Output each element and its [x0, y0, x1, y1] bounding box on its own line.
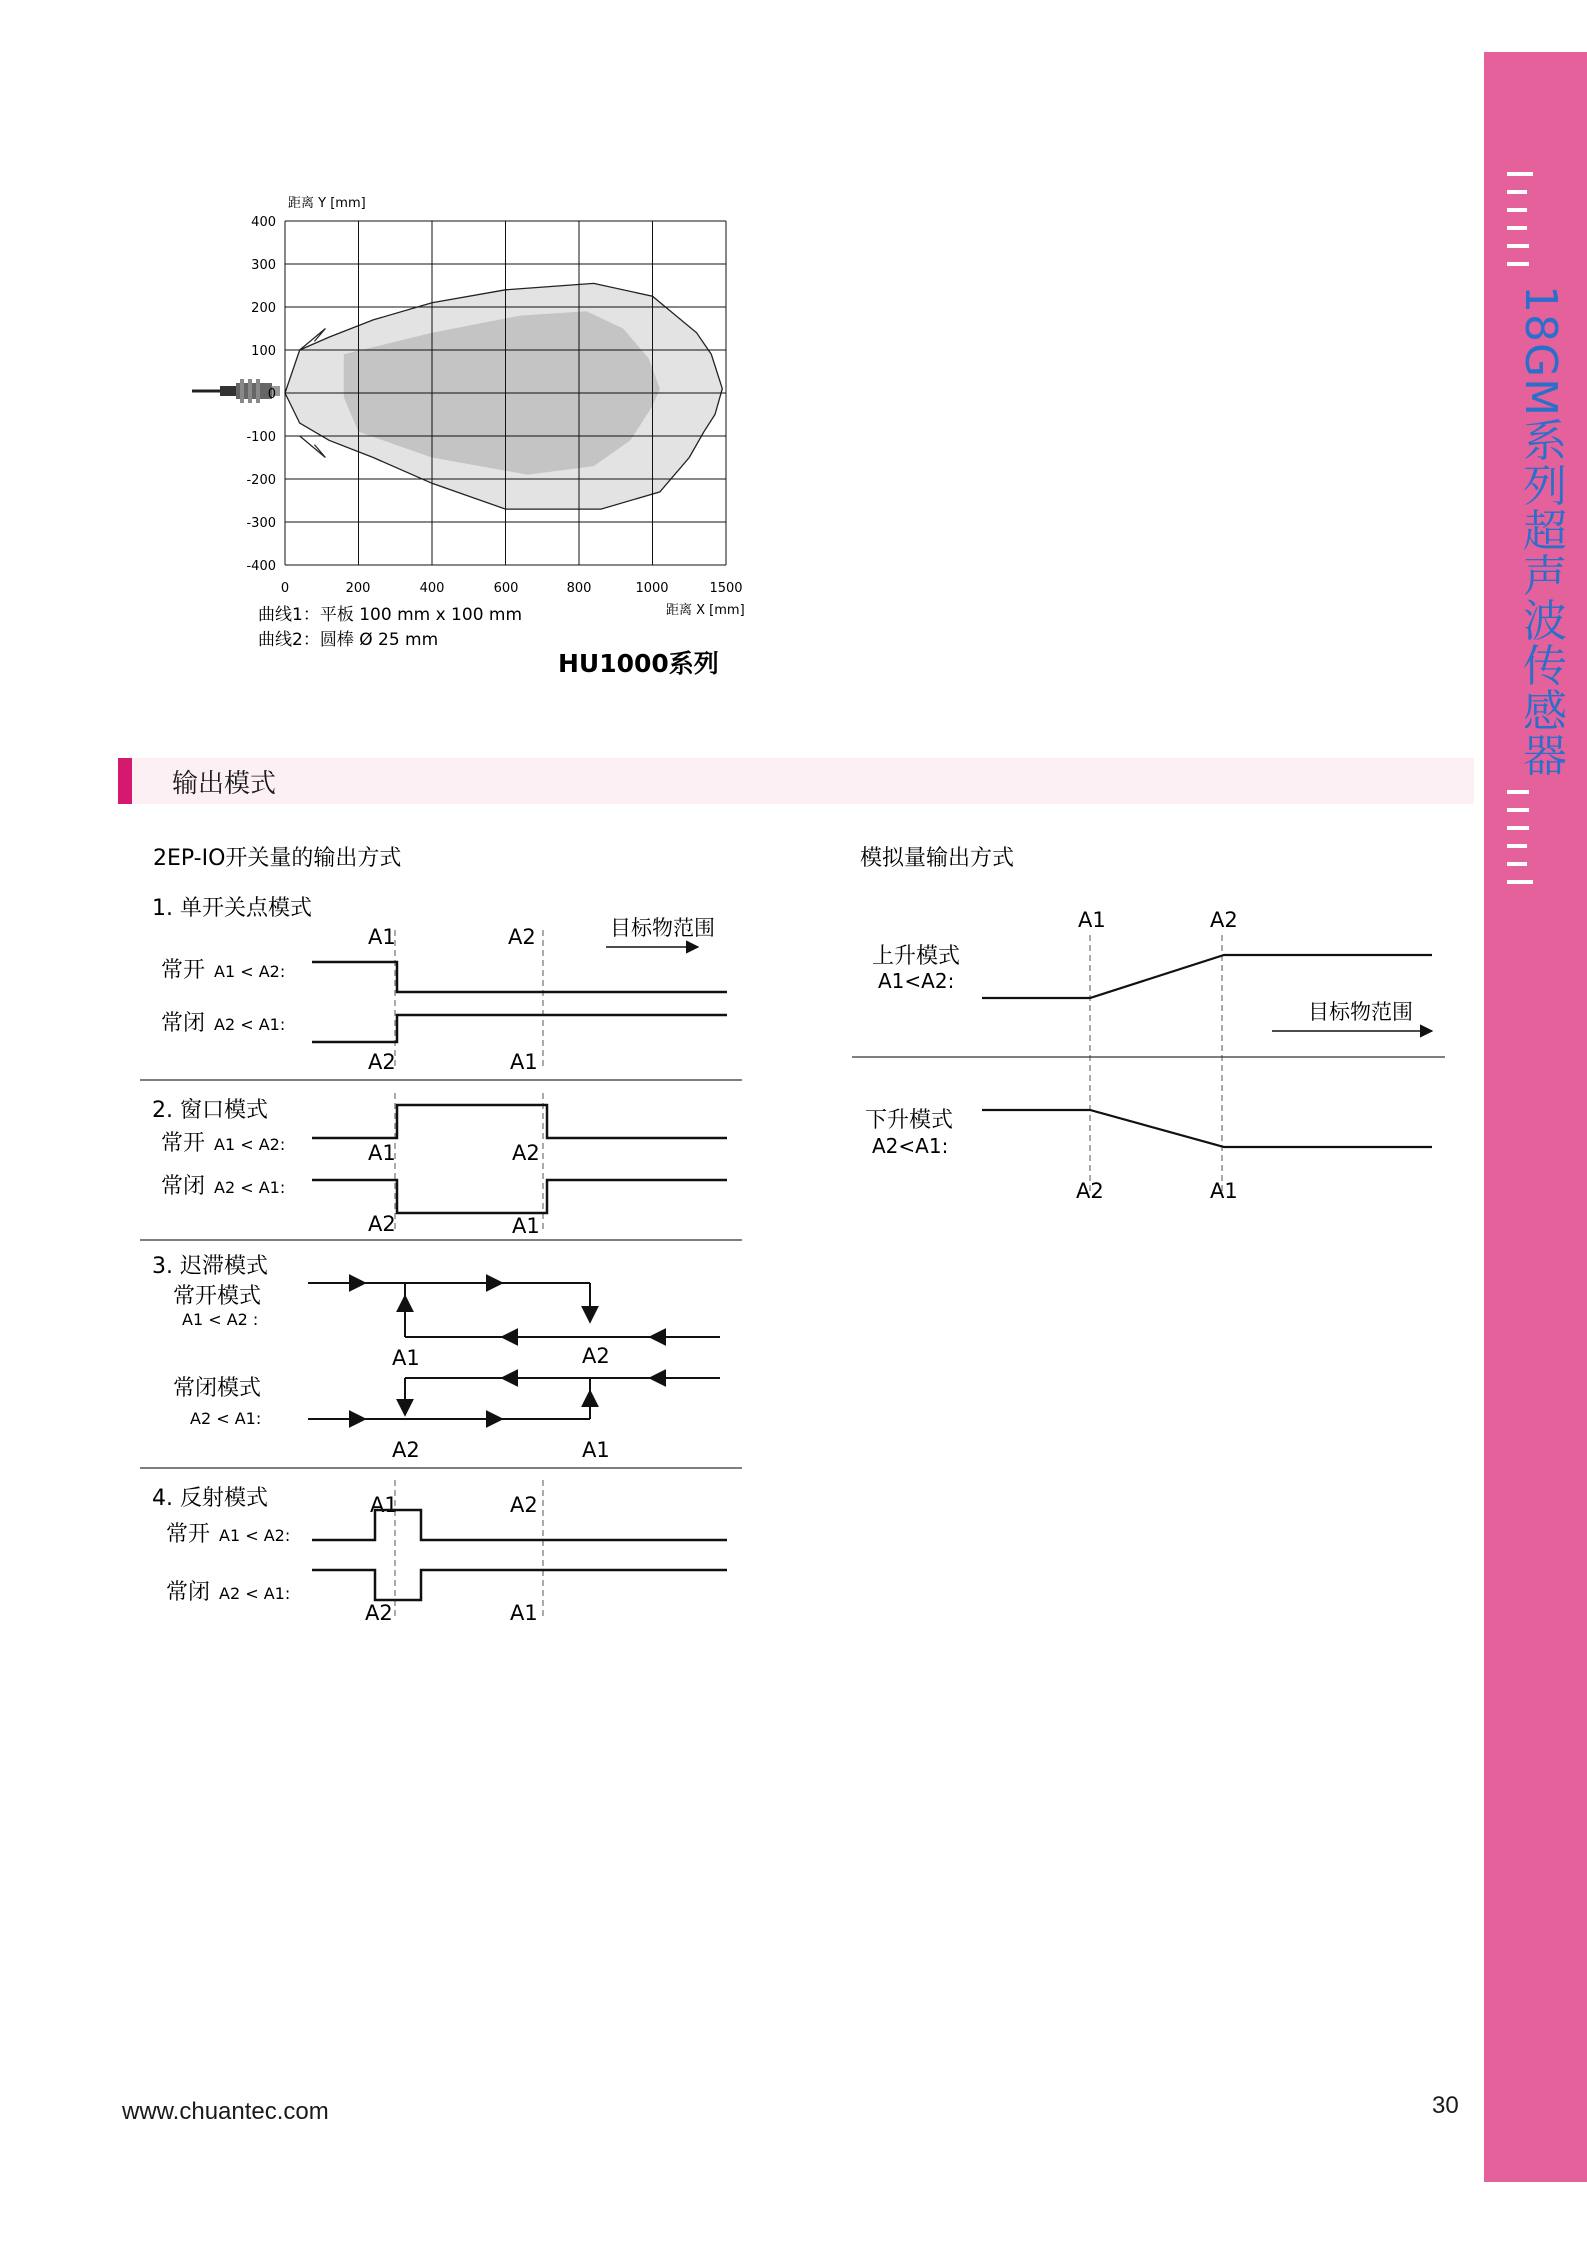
- mode1-nc-label: 常闭: [161, 1011, 206, 1036]
- mode3-a1-top: A1: [392, 1346, 420, 1370]
- analog-output-diagram: [840, 835, 1460, 1215]
- y-tick-label: -200: [246, 473, 276, 488]
- mode4-nc-signal: [312, 1570, 727, 1600]
- analog-rise-signal: [982, 955, 1432, 998]
- mode2-nc-cond: A2 < A1:: [214, 1178, 286, 1197]
- sidebar-tick: [1507, 208, 1527, 212]
- mode1-no-signal: [312, 962, 727, 992]
- x-tick-label: 200: [345, 581, 371, 596]
- legend-curve-1: 曲线1：平板 100 mm x 100 mm: [258, 605, 523, 625]
- mode1-a2-top: A2: [508, 925, 536, 949]
- x-tick-label: 1000: [635, 581, 669, 596]
- mode1-a2-bottom: A2: [368, 1050, 396, 1074]
- page-number: 30: [1432, 2092, 1459, 2119]
- mode3-no-cond: A1 < A2 :: [182, 1310, 259, 1329]
- mode3-nc-label: 常闭模式: [173, 1376, 262, 1401]
- y-tick-label: 0: [267, 387, 276, 402]
- sidebar-tick: [1507, 244, 1529, 248]
- mode2-a1-bottom: A1: [512, 1214, 540, 1238]
- mode2-title: 2. 窗口模式: [152, 1098, 268, 1123]
- mode3-no-label: 常开模式: [173, 1284, 262, 1309]
- sidebar-tick: [1507, 880, 1533, 884]
- y-tick-label: 400: [251, 215, 276, 230]
- x-tick-label: 800: [566, 581, 592, 596]
- x-tick-label: 600: [493, 581, 519, 596]
- switch-output-diagram: [130, 835, 770, 1625]
- sidebar-title: 18GM系列超声波传感器: [1515, 285, 1566, 778]
- y-tick-label: 300: [251, 258, 276, 273]
- sidebar-tick: [1507, 826, 1529, 830]
- y-tick-label: -300: [246, 516, 276, 531]
- x-axis-label: 距离 X [mm]: [666, 603, 745, 618]
- sidebar-tick: [1507, 844, 1527, 848]
- mode4-a2-bottom: A2: [365, 1601, 393, 1625]
- y-axis-label: 距离 Y [mm]: [288, 196, 366, 211]
- mode2-a2-bottom: A2: [368, 1212, 396, 1236]
- analog-fall-signal: [982, 1110, 1432, 1147]
- mode1-title: 1. 单开关点模式: [152, 896, 312, 921]
- beam-side-lobe: [300, 436, 326, 458]
- mode4-a2-top: A2: [510, 1493, 538, 1517]
- analog-a2-bottom: A2: [1076, 1179, 1104, 1203]
- mode4-a1-bottom: A1: [510, 1601, 538, 1625]
- sidebar-tick: [1507, 190, 1527, 194]
- mode1-no-label: 常开: [161, 958, 206, 983]
- analog-title: 模拟量输出方式: [860, 846, 1015, 871]
- y-tick-label: 100: [251, 344, 276, 359]
- sidebar-tick: [1507, 862, 1527, 866]
- analog-rise-cond: A1<A2:: [878, 969, 955, 993]
- mode2-no-cond: A1 < A2:: [214, 1135, 286, 1154]
- y-tick-label: 200: [251, 301, 276, 316]
- mode4-a1-top: A1: [370, 1493, 398, 1517]
- sidebar-tick: [1507, 226, 1527, 230]
- mode1-no-cond: A1 < A2:: [214, 962, 286, 981]
- switch-title: 2EP-IO开关量的输出方式: [153, 846, 402, 871]
- mode3-a1-bottom: A1: [582, 1438, 610, 1462]
- section-header: [118, 758, 1474, 804]
- mode1-target: 目标物范围: [610, 916, 715, 940]
- y-tick-label: -400: [246, 559, 276, 574]
- sidebar-tick: [1507, 808, 1529, 812]
- footer-url[interactable]: www.chuantec.com: [122, 2098, 329, 2125]
- sidebar-tick: [1507, 172, 1533, 176]
- mode1-nc-signal: [312, 1015, 727, 1042]
- x-tick-label: 0: [280, 581, 290, 596]
- legend-curve-2: 曲线2：圆棒 Ø 25 mm: [258, 630, 439, 650]
- x-tick-label: 1500: [709, 581, 743, 596]
- x-tick-label: 400: [419, 581, 445, 596]
- analog-a1-top: A1: [1078, 908, 1106, 932]
- mode1-a1-top: A1: [368, 925, 396, 949]
- x-tick-labels: [281, 581, 743, 596]
- mode2-no-signal: [312, 1105, 727, 1138]
- analog-fall-cond: A2<A1:: [872, 1134, 949, 1158]
- analog-a1-bottom: A1: [1210, 1179, 1238, 1203]
- mode2-a1: A1: [368, 1141, 396, 1165]
- mode4-nc-label: 常闭: [166, 1580, 211, 1605]
- section-title: 输出模式: [172, 769, 277, 799]
- section-marker: [118, 758, 132, 804]
- sidebar-tick: [1507, 790, 1529, 794]
- mode1-nc-cond: A2 < A1:: [214, 1015, 286, 1034]
- mode2-a2: A2: [512, 1141, 540, 1165]
- mode3-a2-bottom: A2: [392, 1438, 420, 1462]
- mode3-title: 3. 迟滞模式: [152, 1254, 268, 1279]
- mode4-no-cond: A1 < A2:: [219, 1526, 291, 1545]
- analog-fall-label: 下升模式: [865, 1108, 954, 1133]
- sidebar-tick: [1507, 262, 1529, 266]
- mode2-no-label: 常开: [161, 1131, 206, 1156]
- analog-rise-label: 上升模式: [872, 944, 961, 969]
- analog-target: 目标物范围: [1308, 1000, 1413, 1024]
- mode4-no-label: 常开: [166, 1522, 211, 1547]
- beam-chart: [180, 190, 780, 690]
- mode2-nc-signal: [312, 1180, 727, 1213]
- mode1-a1-bottom: A1: [510, 1050, 538, 1074]
- mode4-nc-cond: A2 < A1:: [219, 1584, 291, 1603]
- mode3-nc-cond: A2 < A1:: [190, 1409, 262, 1428]
- model-label: HU1000系列: [558, 649, 719, 678]
- mode2-nc-label: 常闭: [161, 1174, 206, 1199]
- analog-a2-top: A2: [1210, 908, 1238, 932]
- mode4-title: 4. 反射模式: [152, 1486, 268, 1511]
- y-tick-label: -100: [246, 430, 276, 445]
- mode3-a2-top: A2: [582, 1344, 610, 1368]
